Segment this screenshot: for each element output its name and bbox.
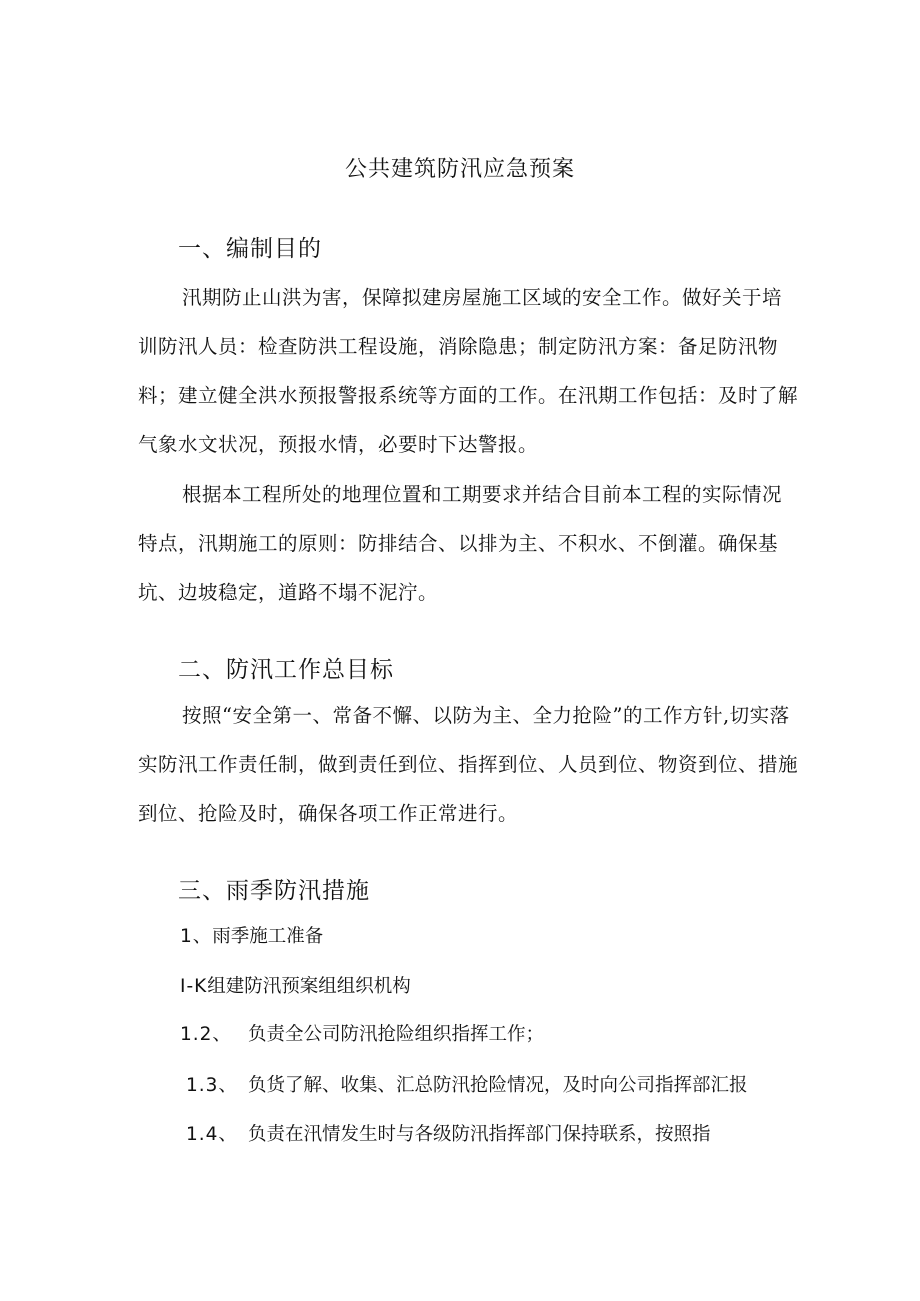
section-heading-1: 一、编制目的 (178, 236, 322, 262)
document-title: 公共建筑防汛应急预案 (344, 157, 575, 182)
section-2-paragraph-1: 按照“安全第一、常备不懈、以防为主、全力抢险”的工作方针,切实落实防汛工作责任制，做到责任到位、指挥到位、人员到位、物资到位、措施到位、抢险及时，确保各项工作正常进行。 (138, 704, 799, 825)
list-item (180, 1020, 544, 1046)
item-number: I-K (180, 976, 208, 997)
list-item (186, 1120, 711, 1146)
section-1-paragraph-2: 根据本工程所处的地理位置和工期要求并结合目前本工程的实际情况特点，汛期施工的原则：防排结合、以排为主、不积水、不倒灌。确保基坑、边坡稳定，道路不塌不泥泞。 (138, 483, 783, 604)
section-heading-3: 三、雨季防汛措施 (178, 878, 370, 904)
item-text: 负责在汛情发生时与各级防汛指挥部门保持联系，按照指 (248, 1124, 711, 1145)
list-item (186, 1071, 748, 1097)
item-text: 负货了解、收集、汇总防汛抢险情况，及时向公司指挥部汇报 (248, 1075, 748, 1096)
item-number: 1.2、 (180, 1024, 232, 1045)
item-number: 1.3、 (186, 1075, 238, 1096)
section-heading-2: 二、防汛工作总目标 (178, 657, 394, 683)
list-item (180, 972, 411, 998)
item-number: 1、 (180, 926, 213, 947)
section-1-paragraph-1: 汛期防止山洪为害，保障拟建房屋施工区域的安全工作。做好关于培训防汛人员：检查防洪工程设施，消除隐患；制定防汛方案：备足防汛物料；建立健全洪水预报警报系统等方面的工作。在汛期工作包括：及时了解气象水文状况，预报水情，必要时下达警报。 (138, 286, 799, 456)
item-text: 雨季施工准备 (212, 926, 324, 947)
list-item (180, 922, 323, 948)
item-number: 1.4、 (186, 1124, 238, 1145)
item-text: 负责全公司防汛抢险组织指挥工作； (248, 1024, 545, 1045)
item-text: 组建防汛预案组组织机构 (207, 976, 411, 997)
